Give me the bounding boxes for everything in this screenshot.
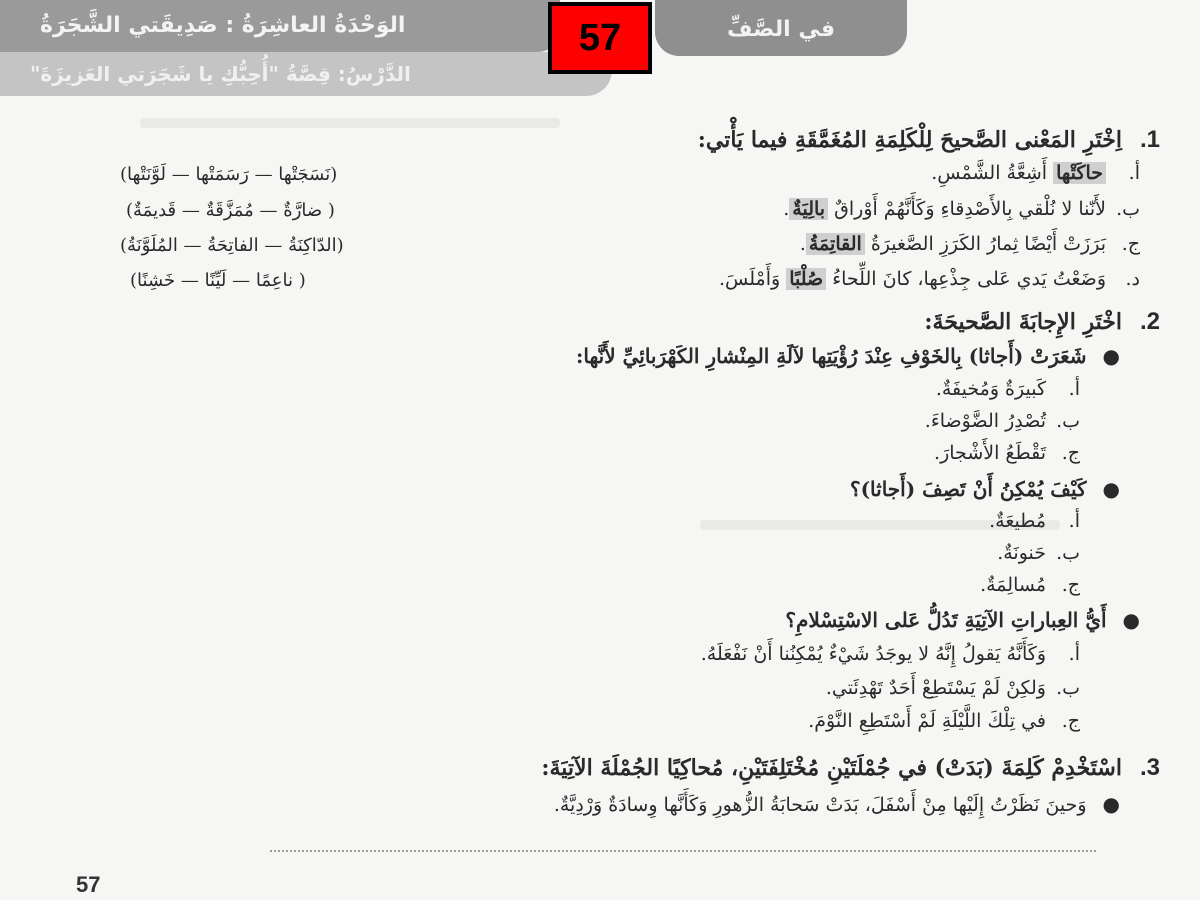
item-letter: د.	[1125, 268, 1140, 290]
highlighted-word: القاتِمَةُ	[806, 233, 865, 255]
option-letter: ب.	[1056, 542, 1080, 564]
highlighted-word: حاكَتْها	[1053, 162, 1106, 184]
option-letter: أ.	[1068, 643, 1080, 665]
option-text: تَقْطَعُ الأَشْجارَ.	[934, 442, 1046, 464]
q2-g2-option-a	[989, 510, 1080, 532]
option-text: حَنونَةٌ.	[997, 542, 1046, 564]
stem-text: شَعَرَتْ (أَجاثا) بِالخَوْفِ عِنْدَ رُؤْيَتِها لآلَةِ المِنْشارِ الكَهْرَبائِيِّ لأَنَّها:	[575, 344, 1087, 368]
unit-title-tab	[0, 0, 560, 52]
item-text-after: أَشِعَّةُ الشَّمْسِ.	[931, 162, 1054, 184]
bleed-through-mark	[140, 118, 560, 128]
q1-item-c	[800, 233, 1140, 255]
page-number-badge-text: 57	[578, 17, 622, 59]
example-sentence: وَحينَ نَظَرْتُ إِلَيْها مِنْ أَسْفَلَ، بَدَتْ سَحابَةُ الزُّهورِ وَكَأَنَّها وِسادَةٌ وَرْدِيَّةٌ.	[553, 794, 1087, 816]
item-text-before: بَرَزَتْ أَيْضًا ثِمارُ الكَرَزِ الصَّغيرَةُ	[864, 233, 1106, 255]
item-letter: أ.	[1128, 162, 1140, 184]
section-tab	[655, 0, 907, 56]
option-text: كَبيرَةٌ وَمُخيفَةٌ.	[935, 378, 1046, 400]
item-text-after: .	[799, 233, 806, 255]
q1-item-c-choices	[120, 235, 344, 256]
q1-item-b	[783, 198, 1140, 220]
q2-stem-3	[785, 608, 1140, 632]
q2-stem-2	[850, 477, 1120, 501]
item-text-after: .	[783, 198, 790, 220]
lesson-title-tab	[0, 52, 612, 96]
option-text: مُسالِمَةٌ.	[980, 574, 1046, 596]
item-text-before: لأَنّنا لا نُلْقي بِالأَصْدِقاءِ وَكَأَنَّهُمْ أَوْراقٌ	[828, 198, 1106, 220]
q2-g3-option-a	[701, 643, 1080, 665]
q2-stem-1	[576, 344, 1120, 368]
option-letter: ب.	[1056, 677, 1080, 699]
bullet-icon: ●	[1102, 344, 1120, 368]
bullet-icon: ●	[1102, 792, 1120, 816]
q1-item-a-choices	[120, 164, 337, 185]
q2-g2-option-b	[997, 542, 1080, 564]
q2-g3-option-c	[808, 710, 1080, 732]
item-letter: ب.	[1116, 198, 1140, 220]
highlighted-word: بالِيَةٌ	[789, 198, 828, 220]
choice-list: ( ناعِمًا — لَيِّنًا — خَشِنًا)	[130, 270, 306, 291]
question-1-number: 1.	[1139, 126, 1160, 153]
q1-item-a	[931, 162, 1140, 184]
option-letter: ب.	[1056, 410, 1080, 432]
question-3-prompt	[541, 754, 1160, 782]
option-text: وَلكِنْ لَمْ يَسْتَطِعْ أَحَدٌ تَهْدِئَتي.	[825, 677, 1046, 699]
q1-item-d	[719, 268, 1140, 290]
option-letter: أ.	[1068, 510, 1080, 532]
unit-title: الوَحْدَةُ العاشِرَةُ : صَدِيقَتي الشَّجَرَةُ	[40, 13, 406, 38]
q2-g2-option-c	[980, 574, 1080, 596]
bullet-icon: ●	[1102, 477, 1120, 501]
option-letter: ج.	[1061, 442, 1080, 464]
bullet-icon: ●	[1122, 608, 1140, 632]
question-3-text: اسْتَخْدِمْ كَلِمَةَ (بَدَتْ) في جُمْلَتَيْنِ مُخْتَلِفَتَيْنِ، مُحاكِيًا الجُمْلَةَ الآتِيَةَ:	[541, 755, 1122, 781]
highlighted-word: صُلْبًا	[786, 268, 826, 290]
question-1-prompt	[698, 126, 1160, 154]
option-text: وَكَأَنَّهُ يَقولُ إِنَّهُ لا يوجَدُ شَيْءٌ يُمْكِنُنا أَنْ نَفْعَلَهُ.	[700, 643, 1046, 665]
footer-page-number: 57	[76, 872, 101, 897]
option-text: في تِلْكَ اللَّيْلَةِ لَمْ أَسْتَطِعِ النَّوْمَ.	[808, 710, 1046, 732]
question-2-number: 2.	[1139, 308, 1160, 335]
lesson-title: الدَّرْسُ: قِصَّةُ "أُحِبُّكِ يا شَجَرَتي العَزيزَةَ"	[30, 62, 411, 86]
q1-item-b-choices	[126, 200, 335, 221]
q2-g1-option-b	[925, 410, 1080, 432]
option-letter: أ.	[1068, 378, 1080, 400]
q1-item-d-choices	[130, 270, 306, 291]
q2-g1-option-a	[936, 378, 1080, 400]
option-letter: ج.	[1061, 574, 1080, 596]
item-letter: ج.	[1121, 233, 1140, 255]
q2-g1-option-c	[934, 442, 1080, 464]
question-1-text: اِخْتَرِ المَعْنى الصَّحيحَ لِلْكَلِمَةِ المُغَمَّقَةِ فيما يَأْتي:	[697, 127, 1122, 153]
item-text-before: وَضَعْتُ يَدي عَلى جِذْعِها، كانَ اللِّحاءُ	[826, 268, 1106, 290]
item-text-after: وَأَمْلَسَ.	[718, 268, 787, 290]
question-2-text: اخْتَرِ الإِجابَةَ الصَّحيحَةَ:	[924, 309, 1122, 335]
option-text: تُصْدِرُ الضَّوْضاءَ.	[924, 410, 1046, 432]
question-2-prompt	[924, 308, 1160, 336]
option-letter: ج.	[1061, 710, 1080, 732]
choice-list: (نَسَجَتْها — رَسَمَتْها — لَوَّنَتْها)	[120, 164, 338, 185]
choice-list: (الدّاكِنَةُ — الفاتِحَةُ — المُلَوَّنَةُ)	[120, 235, 344, 256]
question-3-number: 3.	[1139, 754, 1160, 781]
page-number-badge	[548, 2, 652, 74]
option-text: مُطيعَةٌ.	[989, 510, 1046, 532]
choice-list: ( ضارَّةٌ — مُمَزَّقَةٌ — قَديمَةٌ)	[126, 200, 335, 221]
stem-text: كَيْفَ يُمْكِنُ أَنْ تَصِفَ (أَجاثا)؟	[849, 477, 1087, 501]
answer-line	[270, 850, 1096, 852]
stem-text: أَيُّ العِباراتِ الآتِيَةِ تَدُلُّ عَلى الاسْتِسْلامِ؟	[785, 608, 1107, 632]
q2-g3-option-b	[826, 677, 1080, 699]
section-tab-label: في الصَّفِّ	[726, 17, 835, 42]
q3-example	[554, 792, 1120, 816]
